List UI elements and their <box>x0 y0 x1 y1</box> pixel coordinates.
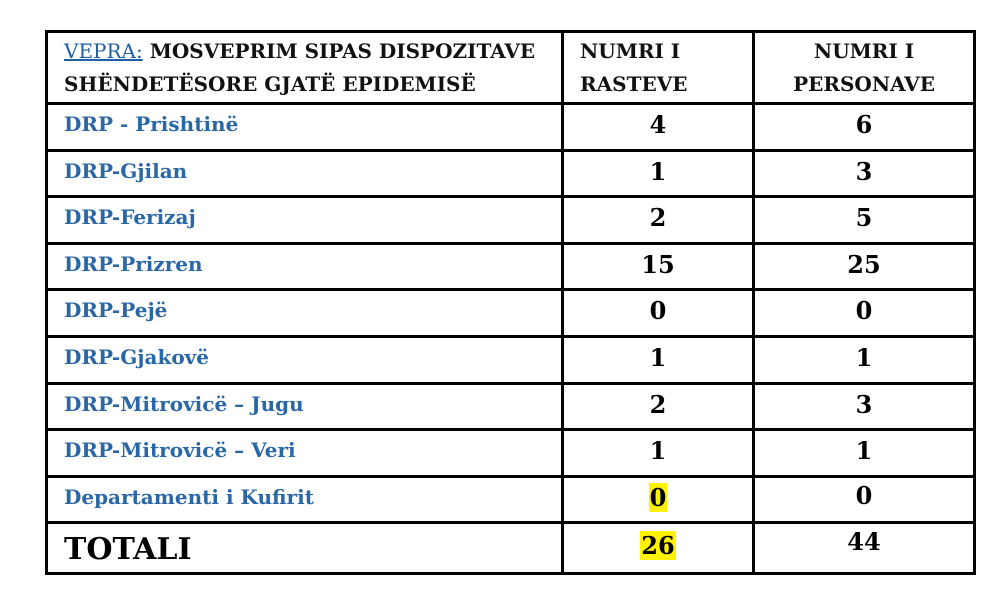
vepra-label: VEPRA: <box>64 39 143 63</box>
offense-statistics-table <box>45 30 976 575</box>
cases-value: 0 <box>563 290 754 337</box>
persons-value: 0 <box>754 476 975 523</box>
header-row <box>47 32 975 104</box>
total-cases-value <box>563 523 754 574</box>
region-name: DRP-Pejë <box>47 290 563 337</box>
region-name: DRP-Mitrovicë – Jugu <box>47 383 563 430</box>
cases-value: 15 <box>563 243 754 290</box>
region-name: DRP - Prishtinë <box>47 104 563 151</box>
region-name: DRP-Ferizaj <box>47 197 563 244</box>
highlighted-value: 0 <box>649 482 667 512</box>
persons-value: 25 <box>754 243 975 290</box>
persons-value: 6 <box>754 104 975 151</box>
header-persons-count: NUMRI I PERSONAVE <box>754 32 975 104</box>
header-offense-title <box>47 32 563 104</box>
table-row <box>47 290 975 337</box>
region-name: DRP-Prizren <box>47 243 563 290</box>
persons-value: 0 <box>754 290 975 337</box>
offense-title-text: MOSVEPRIM SIPAS DISPOZITAVE SHËNDETËSORE GJATË EPIDEMISË <box>64 39 536 96</box>
total-persons-value: 44 <box>754 523 975 574</box>
total-row <box>47 523 975 574</box>
cases-value: 1 <box>563 430 754 477</box>
total-label: TOTALI <box>47 523 563 574</box>
persons-value: 1 <box>754 430 975 477</box>
persons-value: 5 <box>754 197 975 244</box>
cases-value: 2 <box>563 197 754 244</box>
cases-value: 2 <box>563 383 754 430</box>
region-name: DRP-Gjilan <box>47 150 563 197</box>
cases-value: 4 <box>563 104 754 151</box>
table-row <box>47 430 975 477</box>
region-name: DRP-Gjakovë <box>47 336 563 383</box>
region-name: Departamenti i Kufirit <box>47 476 563 523</box>
cases-value: 1 <box>563 150 754 197</box>
highlighted-total: 26 <box>641 531 675 561</box>
cases-value <box>563 476 754 523</box>
table-row <box>47 476 975 523</box>
table-row <box>47 197 975 244</box>
table-row <box>47 383 975 430</box>
region-name: DRP-Mitrovicë – Veri <box>47 430 563 477</box>
header-cases-count: NUMRI I RASTEVE <box>563 32 754 104</box>
table-row <box>47 243 975 290</box>
persons-value: 3 <box>754 150 975 197</box>
cases-value: 1 <box>563 336 754 383</box>
table-row <box>47 150 975 197</box>
persons-value: 1 <box>754 336 975 383</box>
table-row <box>47 104 975 151</box>
persons-value: 3 <box>754 383 975 430</box>
table-row <box>47 336 975 383</box>
